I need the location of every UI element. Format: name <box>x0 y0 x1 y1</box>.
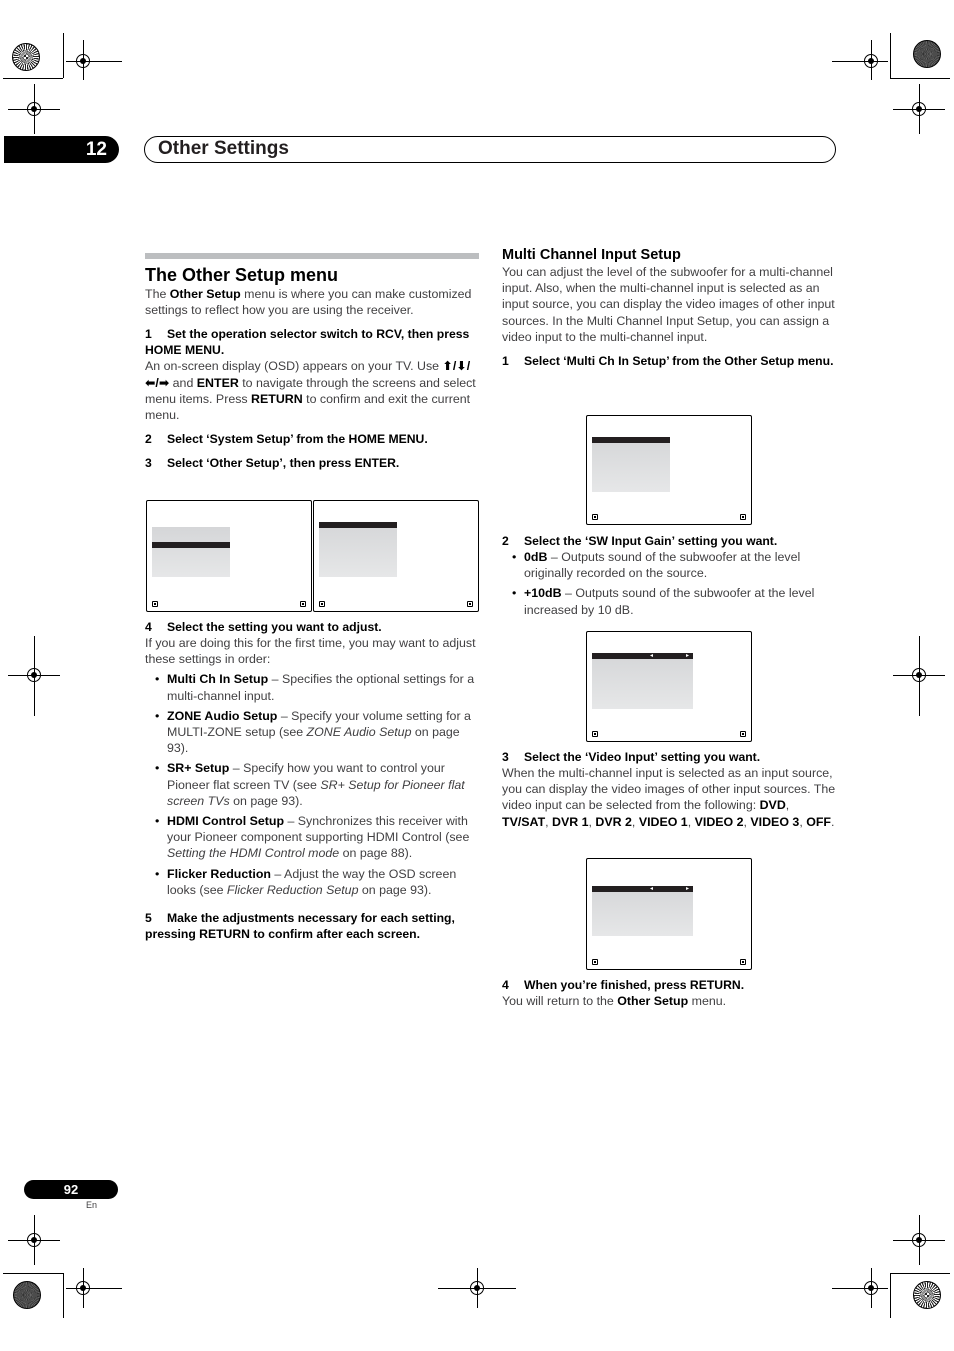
osd-screen-other-setup <box>586 415 752 525</box>
starburst-mark-icon <box>913 1281 941 1309</box>
step-1-description: An on-screen display (OSD) appears on your TV. Use ⬆/⬇/⬅/➡ and ENTER to navigate through the screens and select menu items. Press RETURN to confirm and exit the current menu. <box>145 359 476 423</box>
osd-screen-home-menu <box>146 500 312 612</box>
page-number: 92 <box>24 1180 118 1199</box>
bullet-sr-setup: • SR+ Setup – Specify how you want to control your Pioneer flat screen TV (see SR+ Setup for Pioneer flat screen TVs on page 93). <box>145 760 481 809</box>
starburst-mark-icon <box>913 40 941 68</box>
page-language: En <box>86 1200 98 1210</box>
right-column <box>502 246 836 369</box>
right-step-2: 2 Select the ‘SW Input Gain’ setting you want. <box>502 534 778 548</box>
screen-button-icon <box>152 601 158 607</box>
screen-button-icon <box>300 601 306 607</box>
step-4: 4 Select the setting you want to adjust. <box>145 620 382 634</box>
osd-screen-system-setup <box>313 500 479 612</box>
screen-button-icon <box>740 731 746 737</box>
bullet-flicker-reduction: • Flicker Reduction – Adjust the way the OSD screen looks (see Flicker Reduction Setup on page 93). <box>145 866 481 898</box>
screen-button-icon <box>740 959 746 965</box>
starburst-mark-icon <box>13 1281 41 1309</box>
right-column-step4 <box>502 969 836 1009</box>
bullet-0db: • 0dB – Outputs sound of the subwoofer at the level originally recorded on the source. <box>502 549 836 581</box>
step-4-description: If you are doing this for the first time, you may want to adjust these settings in order: <box>145 636 476 667</box>
right-intro: You can adjust the level of the subwoofer for a multi-channel input. Also, when the multi-channel input is selected as an input source, you can display the video images of other input sources. In the Multi Channel Input Setup, you can assign a video input to the multi-channel input. <box>502 265 835 344</box>
arrow-keys-icon: ⬆/⬇/⬅/➡ <box>145 359 471 390</box>
right-column-step2 <box>502 525 836 618</box>
left-intro: The Other Setup menu is where you can make customized settings to reflect how you are using the receiver. <box>145 287 472 318</box>
left-column-lower <box>145 611 481 942</box>
bullet-zone-audio-setup: • ZONE Audio Setup – Specify your volume setting for a MULTI-ZONE setup (see ZONE Audio Setup on page 93). <box>145 708 481 757</box>
right-step-1: 1 Select ‘Multi Ch In Setup’ from the Other Setup menu. <box>502 354 834 369</box>
left-column <box>145 264 481 471</box>
section-rule <box>145 253 479 259</box>
right-column-step3 <box>502 741 836 830</box>
osd-screen-video-input <box>586 858 752 970</box>
arrow-right-icon: ▸ <box>686 653 690 659</box>
arrow-left-icon: ◂ <box>650 653 654 659</box>
screen-button-icon <box>592 514 598 520</box>
arrow-right-icon: ▸ <box>686 886 690 892</box>
section-title-other-setup: The Other Setup menu <box>145 265 339 285</box>
bullet-multi-ch-in-setup: • Multi Ch In Setup – Specifies the optional settings for a multi-channel input. <box>145 671 481 703</box>
screen-button-icon <box>467 601 473 607</box>
starburst-mark-icon <box>12 43 40 71</box>
step-2: 2 Select ‘System Setup’ from the HOME MENU. <box>145 432 428 447</box>
step-3: 3 Select ‘Other Setup’, then press ENTER. <box>145 456 400 471</box>
chapter-number: 12 <box>4 136 119 163</box>
screen-button-icon <box>592 959 598 965</box>
chapter-title: Other Settings <box>158 138 289 159</box>
right-step-4: 4 When you’re finished, press RETURN. <box>502 978 745 992</box>
section-title-multi-channel: Multi Channel Input Setup <box>502 247 681 263</box>
step-1: 1 Set the operation selector switch to RCV, then press HOME MENU. <box>145 327 470 358</box>
step-5: 5 Make the adjustments necessary for each setting, pressing RETURN to confirm after each screen. <box>145 911 455 942</box>
screen-button-icon <box>740 514 746 520</box>
screen-button-icon <box>319 601 325 607</box>
osd-screen-sw-input-gain <box>586 631 752 742</box>
step-3-description: When the multi-channel input is selected as an input source, you can display the video images of other input sources. The video input can be selected from the following: DVD, TV/SAT, DVR 1, DVR 2, VIDEO 1, VIDEO 2, VIDEO 3, OFF. <box>502 766 836 829</box>
bullet-hdmi-control-setup: • HDMI Control Setup – Synchronizes this receiver with your Pioneer component supporting HDMI Control (see Setting the HDMI Control mode on page 88). <box>145 813 481 862</box>
arrow-left-icon: ◂ <box>650 886 654 892</box>
screen-button-icon <box>592 731 598 737</box>
right-step-3: 3 Select the ‘Video Input’ setting you want. <box>502 750 761 764</box>
step-4-return-description: You will return to the Other Setup menu. <box>502 994 727 1008</box>
bullet-10db: • +10dB – Outputs sound of the subwoofer at the level increased by 10 dB. <box>502 585 836 617</box>
